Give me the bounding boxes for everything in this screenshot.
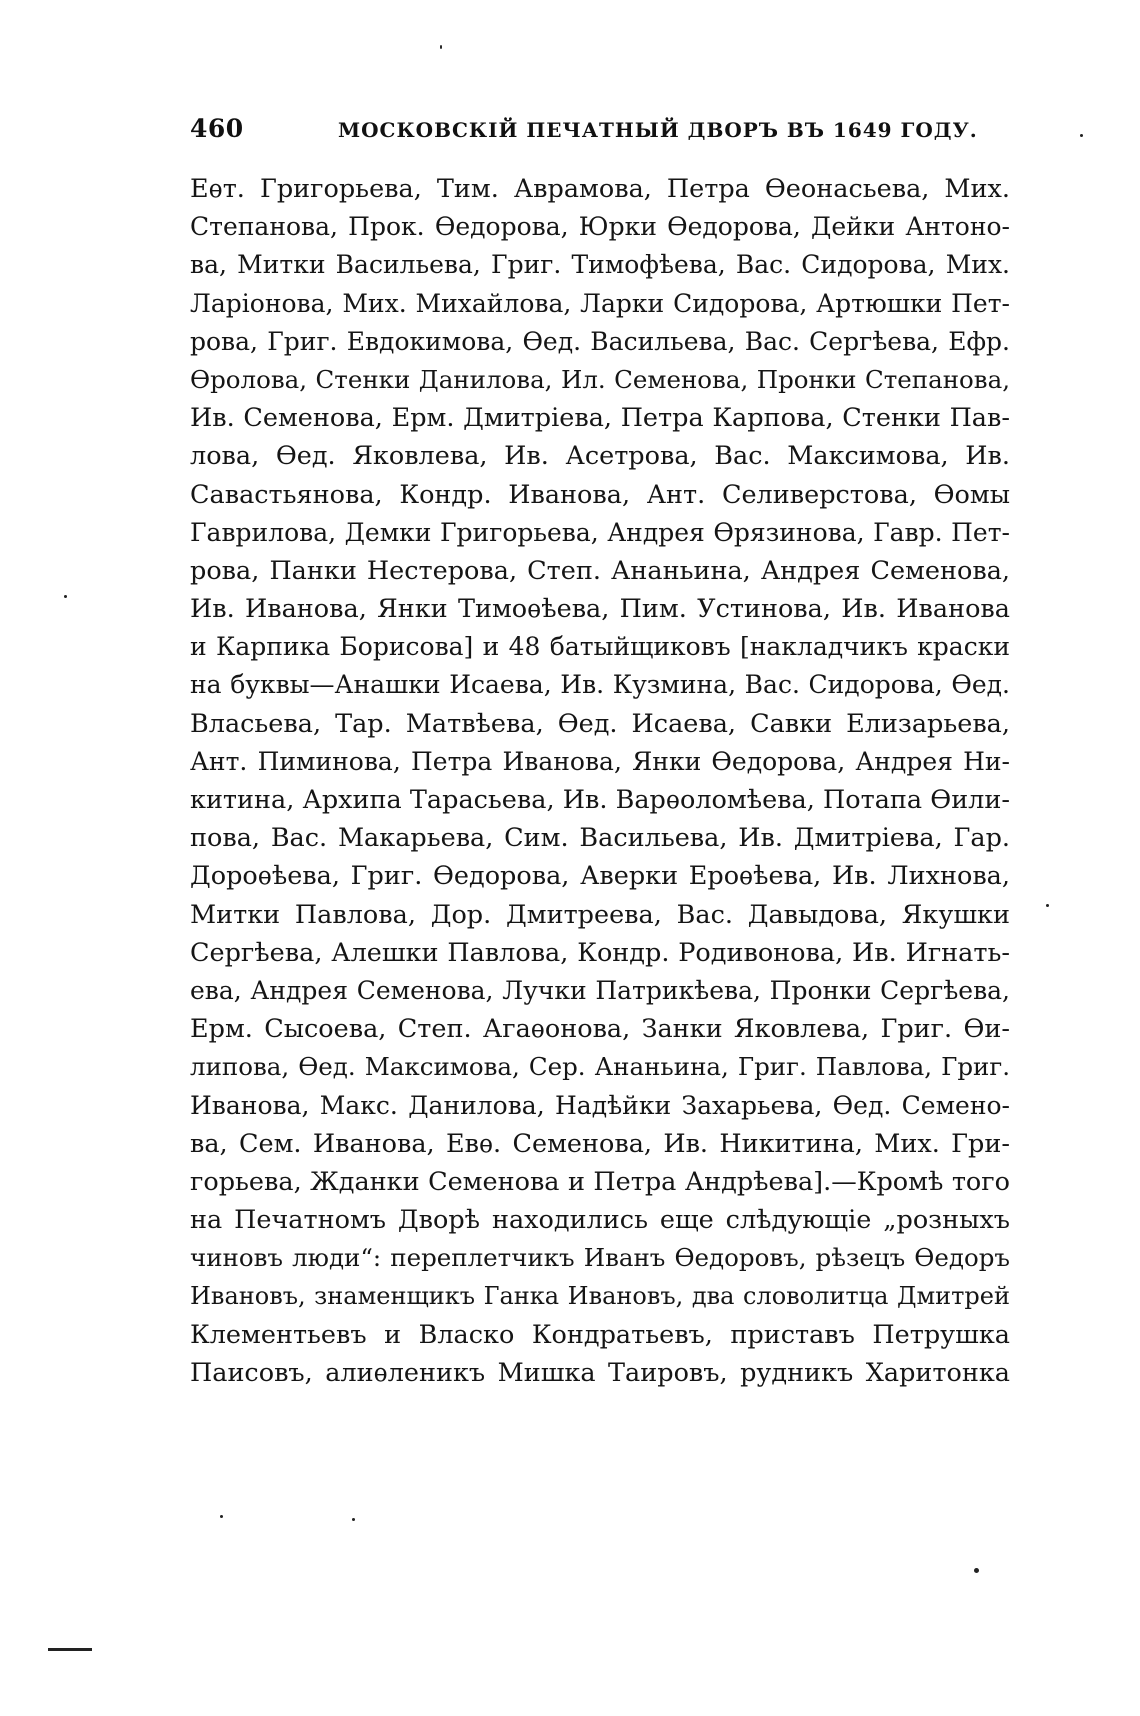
print-speck <box>974 1568 979 1573</box>
text-line: на буквы—Анашки Исаева, Ив. Кузмина, Вас. Сидорова, Ѳед. <box>190 670 1010 700</box>
text-line: ва, Митки Васильева, Григ. Тимофѣева, Вас. Сидорова, Мих. <box>190 250 1010 280</box>
print-speck <box>440 45 442 49</box>
text-line: Иванова, Макс. Данилова, Надѣйки Захарьева, Ѳед. Семено- <box>190 1090 1010 1120</box>
text-line: Паисовъ, алиѳленикъ Мишка Таировъ, рудникъ Харитонка <box>190 1357 1010 1388</box>
text-line: Клементьевъ и Власко Кондратьевъ, приставъ Петрушка <box>190 1319 1010 1350</box>
print-speck <box>220 1515 223 1518</box>
text-line: чиновъ люди“: переплетчикъ Иванъ Ѳедоровъ, рѣзецъ Ѳедоръ <box>190 1243 1010 1273</box>
text-line: горьева, Жданки Семенова и Петра Андрѣева].—Кромѣ того <box>190 1166 1010 1197</box>
running-head: МОСКОВСКІЙ ПЕЧАТНЫЙ ДВОРЪ ВЪ 1649 ГОДУ. <box>338 118 978 142</box>
body-text <box>190 170 1010 1392</box>
text-line: ева, Андрея Семенова, Лучки Патрикѣева, Пронки Сергѣева, <box>190 975 1010 1005</box>
print-speck <box>1080 134 1083 137</box>
text-line: Митки Павлова, Дор. Дмитреева, Вас. Давыдова, Якушки <box>190 899 1010 930</box>
text-line: Ив. Иванова, Янки Тимоѳѣева, Пим. Устинова, Ив. Иванова <box>190 594 1010 625</box>
text-line: рова, Панки Нестерова, Степ. Ананьина, Андрея Семенова, <box>190 555 1010 586</box>
text-line: пова, Вас. Макарьева, Сим. Васильева, Ив. Дмитріева, Гар. <box>190 823 1010 854</box>
text-line: лова, Ѳед. Яковлева, Ив. Асетрова, Вас. Максимова, Ив. <box>190 441 1010 472</box>
text-line: Ѳролова, Стенки Данилова, Ил. Семенова, Пронки Степанова, <box>190 364 1010 394</box>
text-line: ва, Сем. Иванова, Евѳ. Семенова, Ив. Никитина, Мих. Гри- <box>190 1128 1010 1159</box>
text-line: и Карпика Борисова] и 48 батыйщиковъ [накладчикъ краски <box>190 632 1010 662</box>
print-speck <box>64 595 67 598</box>
text-line: китина, Архипа Тарасьева, Ив. Варѳоломѣева, Потапа Ѳили- <box>190 785 1010 815</box>
text-line: на Печатномъ Дворѣ находились еще слѣдующіе „розныхъ <box>190 1205 1010 1236</box>
text-line: Власьева, Тар. Матвѣева, Ѳед. Исаева, Савки Елизарьева, <box>190 708 1010 739</box>
text-line: Еѳт. Григорьева, Тим. Аврамова, Петра Ѳеонасьева, Мих. <box>190 174 1010 204</box>
text-line: липова, Ѳед. Максимова, Сер. Ананьина, Григ. Павлова, Григ. <box>190 1052 1010 1082</box>
text-line: рова, Григ. Евдокимова, Ѳед. Васильева, Вас. Сергѣева, Ефр. <box>190 326 1010 356</box>
text-line: Степанова, Прок. Ѳедорова, Юрки Ѳедорова, Дейки Антоно- <box>190 212 1010 242</box>
page-header <box>190 114 978 154</box>
text-line: Ив. Семенова, Ерм. Дмитріева, Петра Карпова, Стенки Пав- <box>190 403 1010 434</box>
text-line: Сергѣева, Алешки Павлова, Кондр. Родивонова, Ив. Игнать- <box>190 937 1010 968</box>
page-number: 460 <box>190 114 244 143</box>
text-line: Ивановъ, знаменщикъ Ганка Ивановъ, два словолитца Дмитрей <box>190 1282 1010 1311</box>
text-line: Гаврилова, Демки Григорьева, Андрея Ѳрязинова, Гавр. Пет- <box>190 517 1010 547</box>
text-line: Дороѳѣева, Григ. Ѳедорова, Аверки Ероѳѣева, Ив. Лихнова, <box>190 861 1010 892</box>
text-line: Савастьянова, Кондр. Иванова, Ант. Селиверстова, Ѳомы <box>190 479 1010 510</box>
text-line: Ант. Пиминова, Петра Иванова, Янки Ѳедорова, Андрея Ни- <box>190 746 1010 776</box>
text-line: Ларіонова, Мих. Михайлова, Ларки Сидорова, Артюшки Пет- <box>190 288 1010 318</box>
margin-dash-mark <box>48 1648 92 1651</box>
print-speck <box>1046 904 1049 907</box>
print-speck <box>352 1518 355 1521</box>
text-line: Ерм. Сысоева, Степ. Агаѳонова, Занки Яковлева, Григ. Ѳи- <box>190 1014 1010 1045</box>
